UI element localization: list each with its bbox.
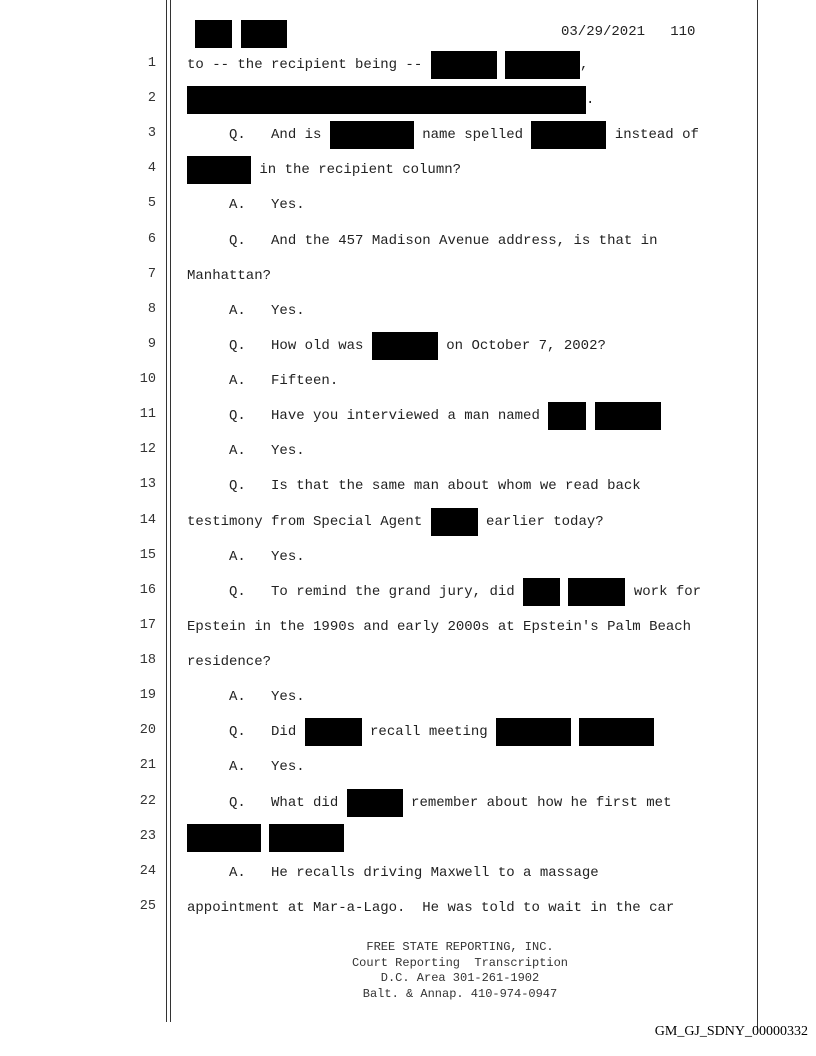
text-segment: instead of xyxy=(606,127,699,144)
line-number: 9 xyxy=(147,336,156,352)
line-text xyxy=(187,893,674,923)
line-number: 21 xyxy=(139,758,156,774)
text-segment: Q. And is xyxy=(187,127,330,144)
transcript-line xyxy=(0,120,816,150)
redaction-box xyxy=(195,20,232,48)
text-segment: Q. To remind the grand jury, did xyxy=(187,583,524,600)
text-segment xyxy=(586,401,594,431)
redaction-box xyxy=(431,508,478,536)
text-segment: remember about how he first met xyxy=(402,794,672,811)
transcript-line xyxy=(0,893,816,923)
redaction-box xyxy=(347,789,403,817)
text-segment: testimony from Special Agent xyxy=(187,513,431,530)
transcript-line xyxy=(0,507,816,537)
line-number: 1 xyxy=(147,56,156,71)
transcript-line xyxy=(0,296,816,326)
redaction-box xyxy=(523,578,560,606)
line-text xyxy=(187,120,699,150)
line-number: 12 xyxy=(139,442,156,458)
redaction-box xyxy=(241,20,287,48)
text-segment: Q. How old was xyxy=(187,337,372,354)
redaction-box xyxy=(548,402,586,430)
transcript-line xyxy=(0,647,816,677)
transcript-line xyxy=(0,788,816,818)
transcript-line xyxy=(0,752,816,782)
transcript-line xyxy=(0,190,816,220)
redaction-box xyxy=(330,121,414,149)
line-text xyxy=(187,436,305,466)
transcript-line xyxy=(0,823,816,853)
text-segment: . xyxy=(586,92,595,109)
line-number: 16 xyxy=(139,582,156,598)
redaction-box xyxy=(579,718,654,746)
line-text xyxy=(187,331,606,361)
footer-line: D.C. Area 301-261-1902 xyxy=(380,971,540,985)
redaction-box xyxy=(372,332,438,360)
redaction-box xyxy=(187,156,251,184)
line-number: 25 xyxy=(139,898,156,914)
text-segment: A. Yes. xyxy=(187,302,305,319)
line-number: 4 xyxy=(147,161,156,177)
text-segment: A. He recalls driving Maxwell to a massage xyxy=(187,864,599,881)
redaction-box xyxy=(431,51,497,79)
transcript-line xyxy=(0,261,816,291)
text-segment: , xyxy=(580,57,589,73)
line-text xyxy=(187,858,599,888)
transcript-line xyxy=(0,366,816,396)
text-segment: A. Fifteen. xyxy=(187,373,339,390)
text-segment: earlier today? xyxy=(477,513,604,530)
line-number: 6 xyxy=(147,231,156,247)
redaction-box xyxy=(531,121,606,149)
page-header xyxy=(195,20,715,48)
text-segment: on October 7, 2002? xyxy=(437,337,606,354)
text-segment: A. Yes. xyxy=(187,197,305,214)
line-number: 3 xyxy=(147,126,156,142)
redaction-box xyxy=(595,402,661,430)
text-segment: Q. Did xyxy=(187,724,305,741)
transcript-line xyxy=(0,858,816,888)
line-text xyxy=(187,50,588,80)
line-number: 19 xyxy=(139,688,156,704)
line-text xyxy=(187,366,338,396)
transcript-line xyxy=(0,85,816,115)
line-text xyxy=(187,401,661,431)
line-text xyxy=(187,788,671,818)
text-segment: Q. Have you interviewed a man named xyxy=(187,408,549,425)
text-segment xyxy=(497,50,505,80)
line-number: 11 xyxy=(139,407,156,423)
line-text xyxy=(187,577,701,607)
line-text xyxy=(187,296,305,326)
redaction-box xyxy=(568,578,625,606)
line-number: 17 xyxy=(139,617,156,633)
line-text xyxy=(187,542,305,572)
line-number: 7 xyxy=(147,266,156,282)
line-text xyxy=(187,717,654,747)
transcript-line xyxy=(0,577,816,607)
text-segment: Manhattan? xyxy=(187,267,272,284)
line-number: 5 xyxy=(147,196,156,212)
line-text xyxy=(187,190,305,220)
redaction-box xyxy=(269,824,344,852)
text-segment: in the recipient column? xyxy=(251,162,462,179)
transcript-line xyxy=(0,155,816,185)
text-segment: Q. And the 457 Madison Avenue address, is that in xyxy=(187,232,658,249)
transcript-line xyxy=(0,50,816,80)
line-number: 8 xyxy=(147,301,156,317)
line-text xyxy=(187,261,271,291)
redaction-box xyxy=(305,718,362,746)
line-number: 2 xyxy=(147,91,156,107)
line-text xyxy=(187,507,604,537)
redaction-box xyxy=(505,51,580,79)
line-number: 14 xyxy=(139,512,156,528)
text-segment: work for xyxy=(625,583,702,600)
footer-line: FREE STATE REPORTING, INC. xyxy=(366,940,554,954)
text-segment: A. Yes. xyxy=(187,548,305,565)
transcript-line xyxy=(0,436,816,466)
line-text xyxy=(187,612,691,642)
transcript-line xyxy=(0,471,816,501)
text-segment xyxy=(261,823,269,853)
text-segment xyxy=(571,717,579,747)
redaction-box xyxy=(496,718,571,746)
footer-line: Court Reporting Transcription xyxy=(351,955,569,970)
header-date-page xyxy=(561,24,695,40)
transcript-line xyxy=(0,612,816,642)
text-segment: residence? xyxy=(187,654,272,671)
line-text xyxy=(187,682,305,712)
line-number: 22 xyxy=(139,793,156,809)
text-segment: A. Yes. xyxy=(187,689,305,706)
text-segment: Q. Is that the same man about whom we read back xyxy=(187,478,641,495)
text-segment: Q. What did xyxy=(187,794,347,811)
line-text xyxy=(187,155,461,185)
line-number: 13 xyxy=(139,477,156,493)
text-segment: to -- the recipient being -- xyxy=(187,57,431,73)
line-number: 15 xyxy=(139,547,156,563)
text-segment: Epstein in the 1990s and early 2000s at Epstein's Palm Beach xyxy=(187,618,692,635)
bates-number: GM_GJ_SDNY_00000332 xyxy=(654,1024,808,1039)
line-text xyxy=(187,752,305,782)
transcript-line xyxy=(0,682,816,712)
line-text xyxy=(187,471,641,501)
line-number: 18 xyxy=(139,653,156,669)
text-segment: appointment at Mar-a-Lago. He was told to wait in the car xyxy=(187,899,675,916)
line-text xyxy=(187,226,657,256)
transcript-line xyxy=(0,717,816,747)
page-number: 110 xyxy=(670,24,696,40)
redaction-box xyxy=(187,86,586,114)
line-text xyxy=(187,85,594,115)
line-number: 10 xyxy=(139,372,156,388)
line-number: 24 xyxy=(139,863,156,879)
text-segment: A. Yes. xyxy=(187,759,305,776)
transcript-line xyxy=(0,331,816,361)
reporter-footer xyxy=(300,940,620,1002)
transcript-line xyxy=(0,226,816,256)
transcript-line xyxy=(0,542,816,572)
redaction-box xyxy=(187,824,261,852)
line-text xyxy=(187,823,344,853)
footer-line: Balt. & Annap. 410-974-0947 xyxy=(362,986,558,1001)
text-segment: recall meeting xyxy=(361,724,497,741)
transcript-line xyxy=(0,401,816,431)
line-text xyxy=(187,647,271,677)
text-segment: A. Yes. xyxy=(187,443,305,460)
line-number: 23 xyxy=(139,828,156,844)
text-segment xyxy=(560,577,568,607)
text-segment: name spelled xyxy=(413,127,532,144)
header-date: 03/29/2021 xyxy=(561,24,646,40)
line-number: 20 xyxy=(139,723,156,739)
